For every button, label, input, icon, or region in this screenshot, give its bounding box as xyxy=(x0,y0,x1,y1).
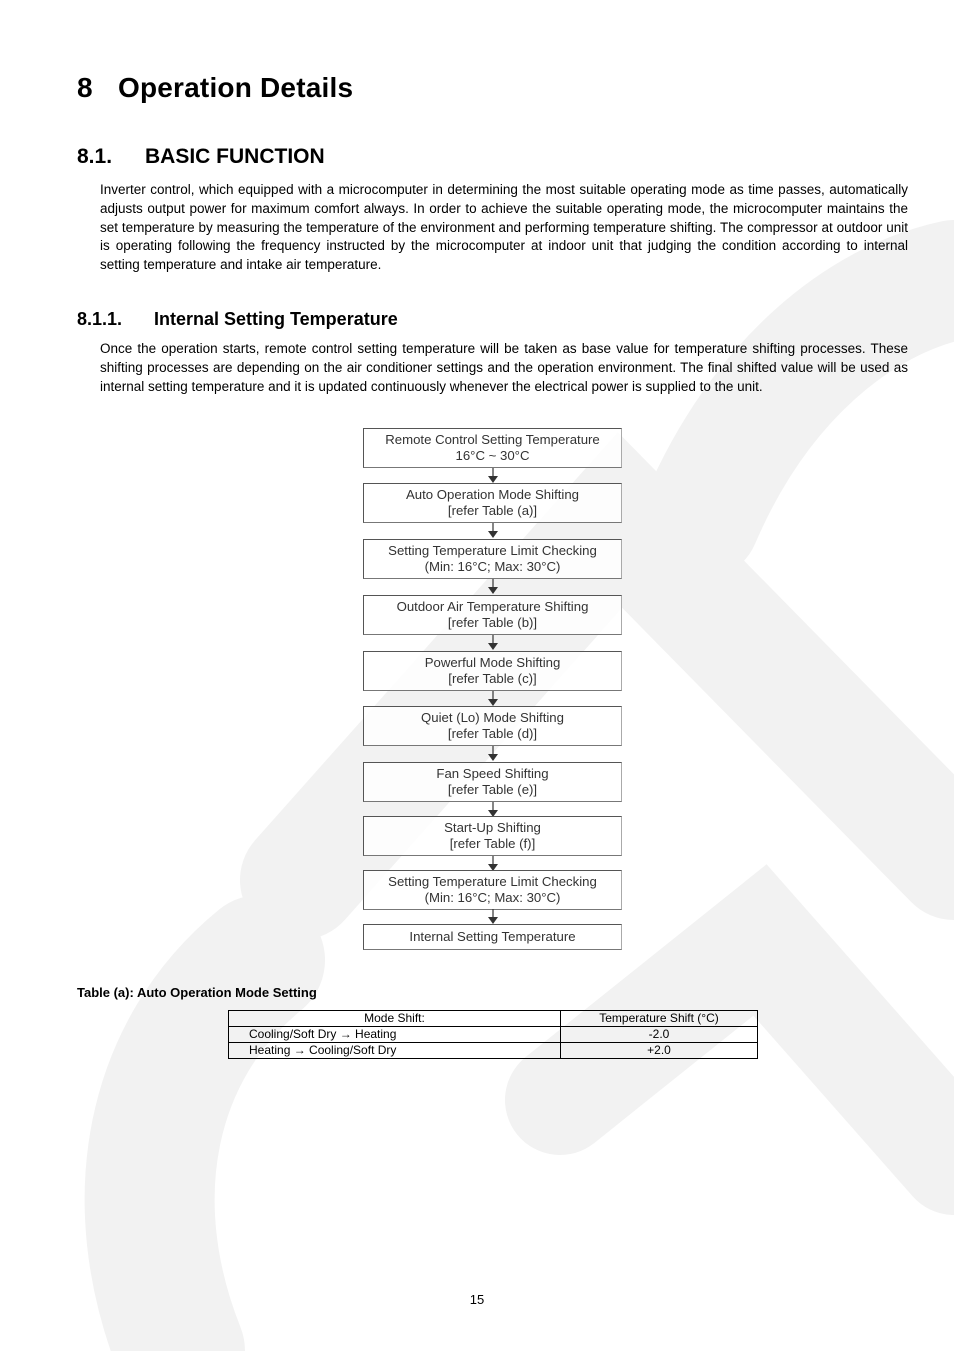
subsection-heading xyxy=(77,309,398,330)
internal-setting-paragraph: Once the operation starts, remote control setting temperature will be taken as base value for temperature shifting processes. These shifting processes are depending on the air conditioner settings and the operation environment. The final shifted value will be used as internal setting temperature and it is updated continuously whenever the electrical power is supplied to the unit. xyxy=(100,341,908,394)
table-header-row xyxy=(229,1011,758,1027)
down-arrow-icon xyxy=(486,635,500,651)
table-cell-mode: Heating → Cooling/Soft Dry xyxy=(229,1043,561,1059)
down-arrow-icon xyxy=(486,746,500,762)
table-header-mode-shift: Mode Shift: xyxy=(229,1011,561,1027)
flow-step-line: Auto Operation Mode Shifting xyxy=(405,486,579,502)
section-heading xyxy=(77,145,325,169)
table-cell-shift: +2.0 xyxy=(561,1043,758,1059)
table-cell-mode: Cooling/Soft Dry → Heating xyxy=(229,1027,561,1043)
section-number: 8.1. xyxy=(77,145,113,168)
flow-step-outdoor-air xyxy=(363,595,622,635)
flow-step-quiet-mode xyxy=(363,706,622,746)
chapter-title: Operation Details xyxy=(118,72,354,103)
flow-step-line: Quiet (Lo) Mode Shifting xyxy=(421,709,564,725)
flow-step-remote-control xyxy=(363,428,622,468)
flow-step-line: Powerful Mode Shifting xyxy=(424,654,561,670)
flow-step-limit-check-final xyxy=(363,870,622,910)
table-cell-shift: -2.0 xyxy=(561,1027,758,1043)
down-arrow-icon xyxy=(486,523,500,539)
flow-step-line: [refer Table (a)] xyxy=(447,503,538,518)
table-header-temperature-shift: Temperature Shift (°C) xyxy=(561,1011,758,1027)
flow-step-line: Outdoor Air Temperature Shifting xyxy=(396,598,589,614)
flow-step-line: Internal Setting Temperature xyxy=(409,928,576,944)
section-title: BASIC FUNCTION xyxy=(145,145,325,168)
flow-step-line: (Min: 16°C; Max: 30°C) xyxy=(424,890,561,905)
subsection-title: Internal Setting Temperature xyxy=(154,309,398,329)
flow-step-fan-speed xyxy=(363,762,622,802)
flow-step-powerful-mode xyxy=(363,651,622,691)
flow-step-line: [refer Table (e)] xyxy=(447,782,538,797)
flow-step-limit-check xyxy=(363,539,622,579)
down-arrow-icon xyxy=(486,468,500,484)
page-number: 15 xyxy=(469,1292,485,1307)
table-row xyxy=(229,1043,758,1059)
flow-step-line: Fan Speed Shifting xyxy=(436,765,549,781)
flow-step-line: Remote Control Setting Temperature xyxy=(385,431,600,447)
flow-step-line: 16°C ~ 30°C xyxy=(455,448,530,463)
subsection-number: 8.1.1. xyxy=(77,309,123,329)
chapter-heading xyxy=(77,72,353,104)
flow-step-line: [refer Table (b)] xyxy=(447,615,538,630)
down-arrow-icon xyxy=(486,691,500,707)
down-arrow-icon xyxy=(486,909,500,925)
basic-function-paragraph: Inverter control, which equipped with a microcomputer in determining the most suitable operating mode as time passes, automatically adjusts output power for maximum comfort always. In order to achieve the suitable operating mode, the microcomputer maintains the set temperature by measuring the temperature of the environment and performing temperature shifting. The compressor at outdoor unit is operating following the frequency instructed by the microcomputer at indoor unit that judging the condition according to internal setting temperature and intake air temperature. xyxy=(100,182,908,273)
flow-step-line: [refer Table (c)] xyxy=(448,671,537,686)
table-a-caption: Table (a): Auto Operation Mode Setting xyxy=(77,985,317,1000)
flow-step-auto-operation xyxy=(363,483,622,523)
flow-step-internal-setting xyxy=(363,924,622,950)
table-row xyxy=(229,1027,758,1043)
flow-step-line: Start-Up Shifting xyxy=(444,819,541,835)
flow-step-line: [refer Table (d)] xyxy=(447,726,538,741)
flow-step-line: [refer Table (f)] xyxy=(449,836,536,851)
down-arrow-icon xyxy=(486,579,500,595)
flow-step-start-up xyxy=(363,816,622,856)
flow-step-line: Setting Temperature Limit Checking xyxy=(388,873,597,889)
chapter-number: 8 xyxy=(77,72,93,103)
flow-step-line: (Min: 16°C; Max: 30°C) xyxy=(424,559,561,574)
flow-step-line: Setting Temperature Limit Checking xyxy=(388,542,597,558)
auto-operation-mode-table xyxy=(228,1010,758,1059)
